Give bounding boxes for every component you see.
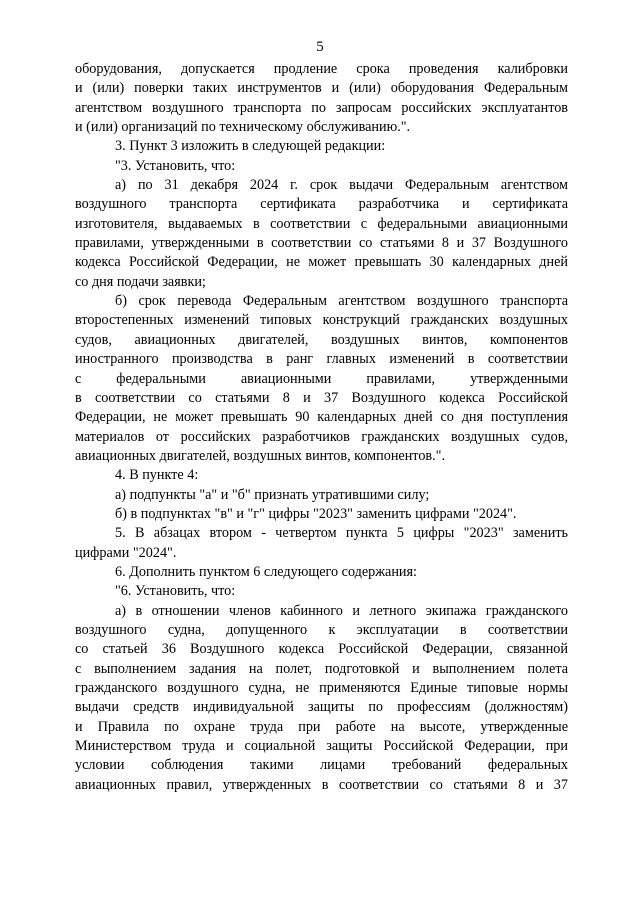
text-line: выдачи средств индивидуальной защиты по профессиям (должностям) bbox=[75, 699, 568, 716]
text-line: Министерством труда и социальной защиты Российской Федерации, при bbox=[75, 738, 568, 755]
text-line: б) срок перевода Федеральным агентством воздушного транспорта bbox=[115, 293, 568, 310]
text-line: 6. Дополнить пунктом 6 следующего содержания: bbox=[115, 563, 417, 580]
text-line: и (или) организаций по техническому обслуживанию.". bbox=[75, 119, 411, 136]
text-line: кодекса Российской Федерации, не может превышать 30 календарных дней bbox=[75, 254, 568, 271]
text-line: правилами, утвержденными в соответствии со статьями 8 и 37 Воздушного bbox=[75, 235, 568, 252]
text-line: 5. В абзацах втором - четвертом пункта 5 цифры "2023" заменить bbox=[115, 525, 568, 542]
text-line: второстепенных изменений типовых конструкций гражданских воздушных bbox=[75, 312, 568, 329]
text-line: материалов от российских разработчиков гражданских воздушных судов, bbox=[75, 428, 568, 445]
text-line: "6. Установить, что: bbox=[115, 583, 236, 600]
text-line: и Правила по охране труда при работе на высоте, утвержденные bbox=[75, 718, 568, 735]
text-line: иностранного производства в ранг главных изменений в соответствии bbox=[75, 351, 568, 368]
text-line: агентством воздушного транспорта по запросам российских эксплуатантов bbox=[75, 99, 568, 116]
text-line: а) по 31 декабря 2024 г. срок выдачи Федеральным агентством bbox=[115, 177, 568, 194]
text-line: "3. Установить, что: bbox=[115, 157, 236, 174]
text-line: б) в подпунктах "в" и "г" цифры "2023" заменить цифрами "2024". bbox=[115, 505, 517, 522]
text-line: авиационных двигателей, воздушных винтов, компонентов.". bbox=[75, 447, 446, 464]
text-line: Федерации, не может превышать 90 календарных дней со дня поступления bbox=[75, 409, 568, 426]
text-line: а) подпункты "а" и "б" признать утратившими силу; bbox=[115, 486, 430, 503]
text-line: с федеральными авиационными правилами, утвержденными bbox=[75, 370, 568, 387]
text-line: в соответствии со статьями 8 и 37 Воздушного кодекса Российской bbox=[75, 389, 568, 406]
text-line: воздушного транспорта сертификата разработчика и сертификата bbox=[75, 196, 568, 213]
text-line: 4. В пункте 4: bbox=[115, 467, 199, 484]
text-line: а) в отношении членов кабинного и летного экипажа гражданского bbox=[115, 602, 568, 619]
document-body bbox=[75, 60, 568, 795]
text-line: со статьей 36 Воздушного кодекса Российской Федерации, связанной bbox=[75, 641, 568, 658]
text-line: судов, авиационных двигателей, воздушных винтов, компонентов bbox=[75, 331, 568, 348]
text-line: гражданского воздушного судна, не применяются Единые типовые нормы bbox=[75, 680, 568, 696]
text-line: со дня подачи заявки; bbox=[75, 273, 206, 290]
text-line: воздушного судна, допущенного к эксплуатации в соответствии bbox=[75, 621, 568, 638]
text-line: авиационных правил, утвержденных в соответствии со статьями 8 и 37 bbox=[75, 776, 568, 793]
text-line: оборудования, допускается продление срока проведения калибровки bbox=[75, 61, 568, 77]
text-line: изготовителя, выдаваемых в соответствии с федеральными авиационными bbox=[75, 215, 568, 232]
text-line: 3. Пункт 3 изложить в следующей редакции: bbox=[115, 138, 386, 155]
text-line: условии соблюдения такими лицами требований федеральных bbox=[75, 757, 568, 774]
text-line: и (или) поверки таких инструментов и (или) оборудования Федеральным bbox=[75, 80, 568, 97]
text-line: с выполнением задания на полет, подготовкой и выполнением полета bbox=[75, 660, 568, 677]
text-line: цифрами "2024". bbox=[75, 544, 177, 561]
page-number: 5 bbox=[316, 39, 324, 55]
